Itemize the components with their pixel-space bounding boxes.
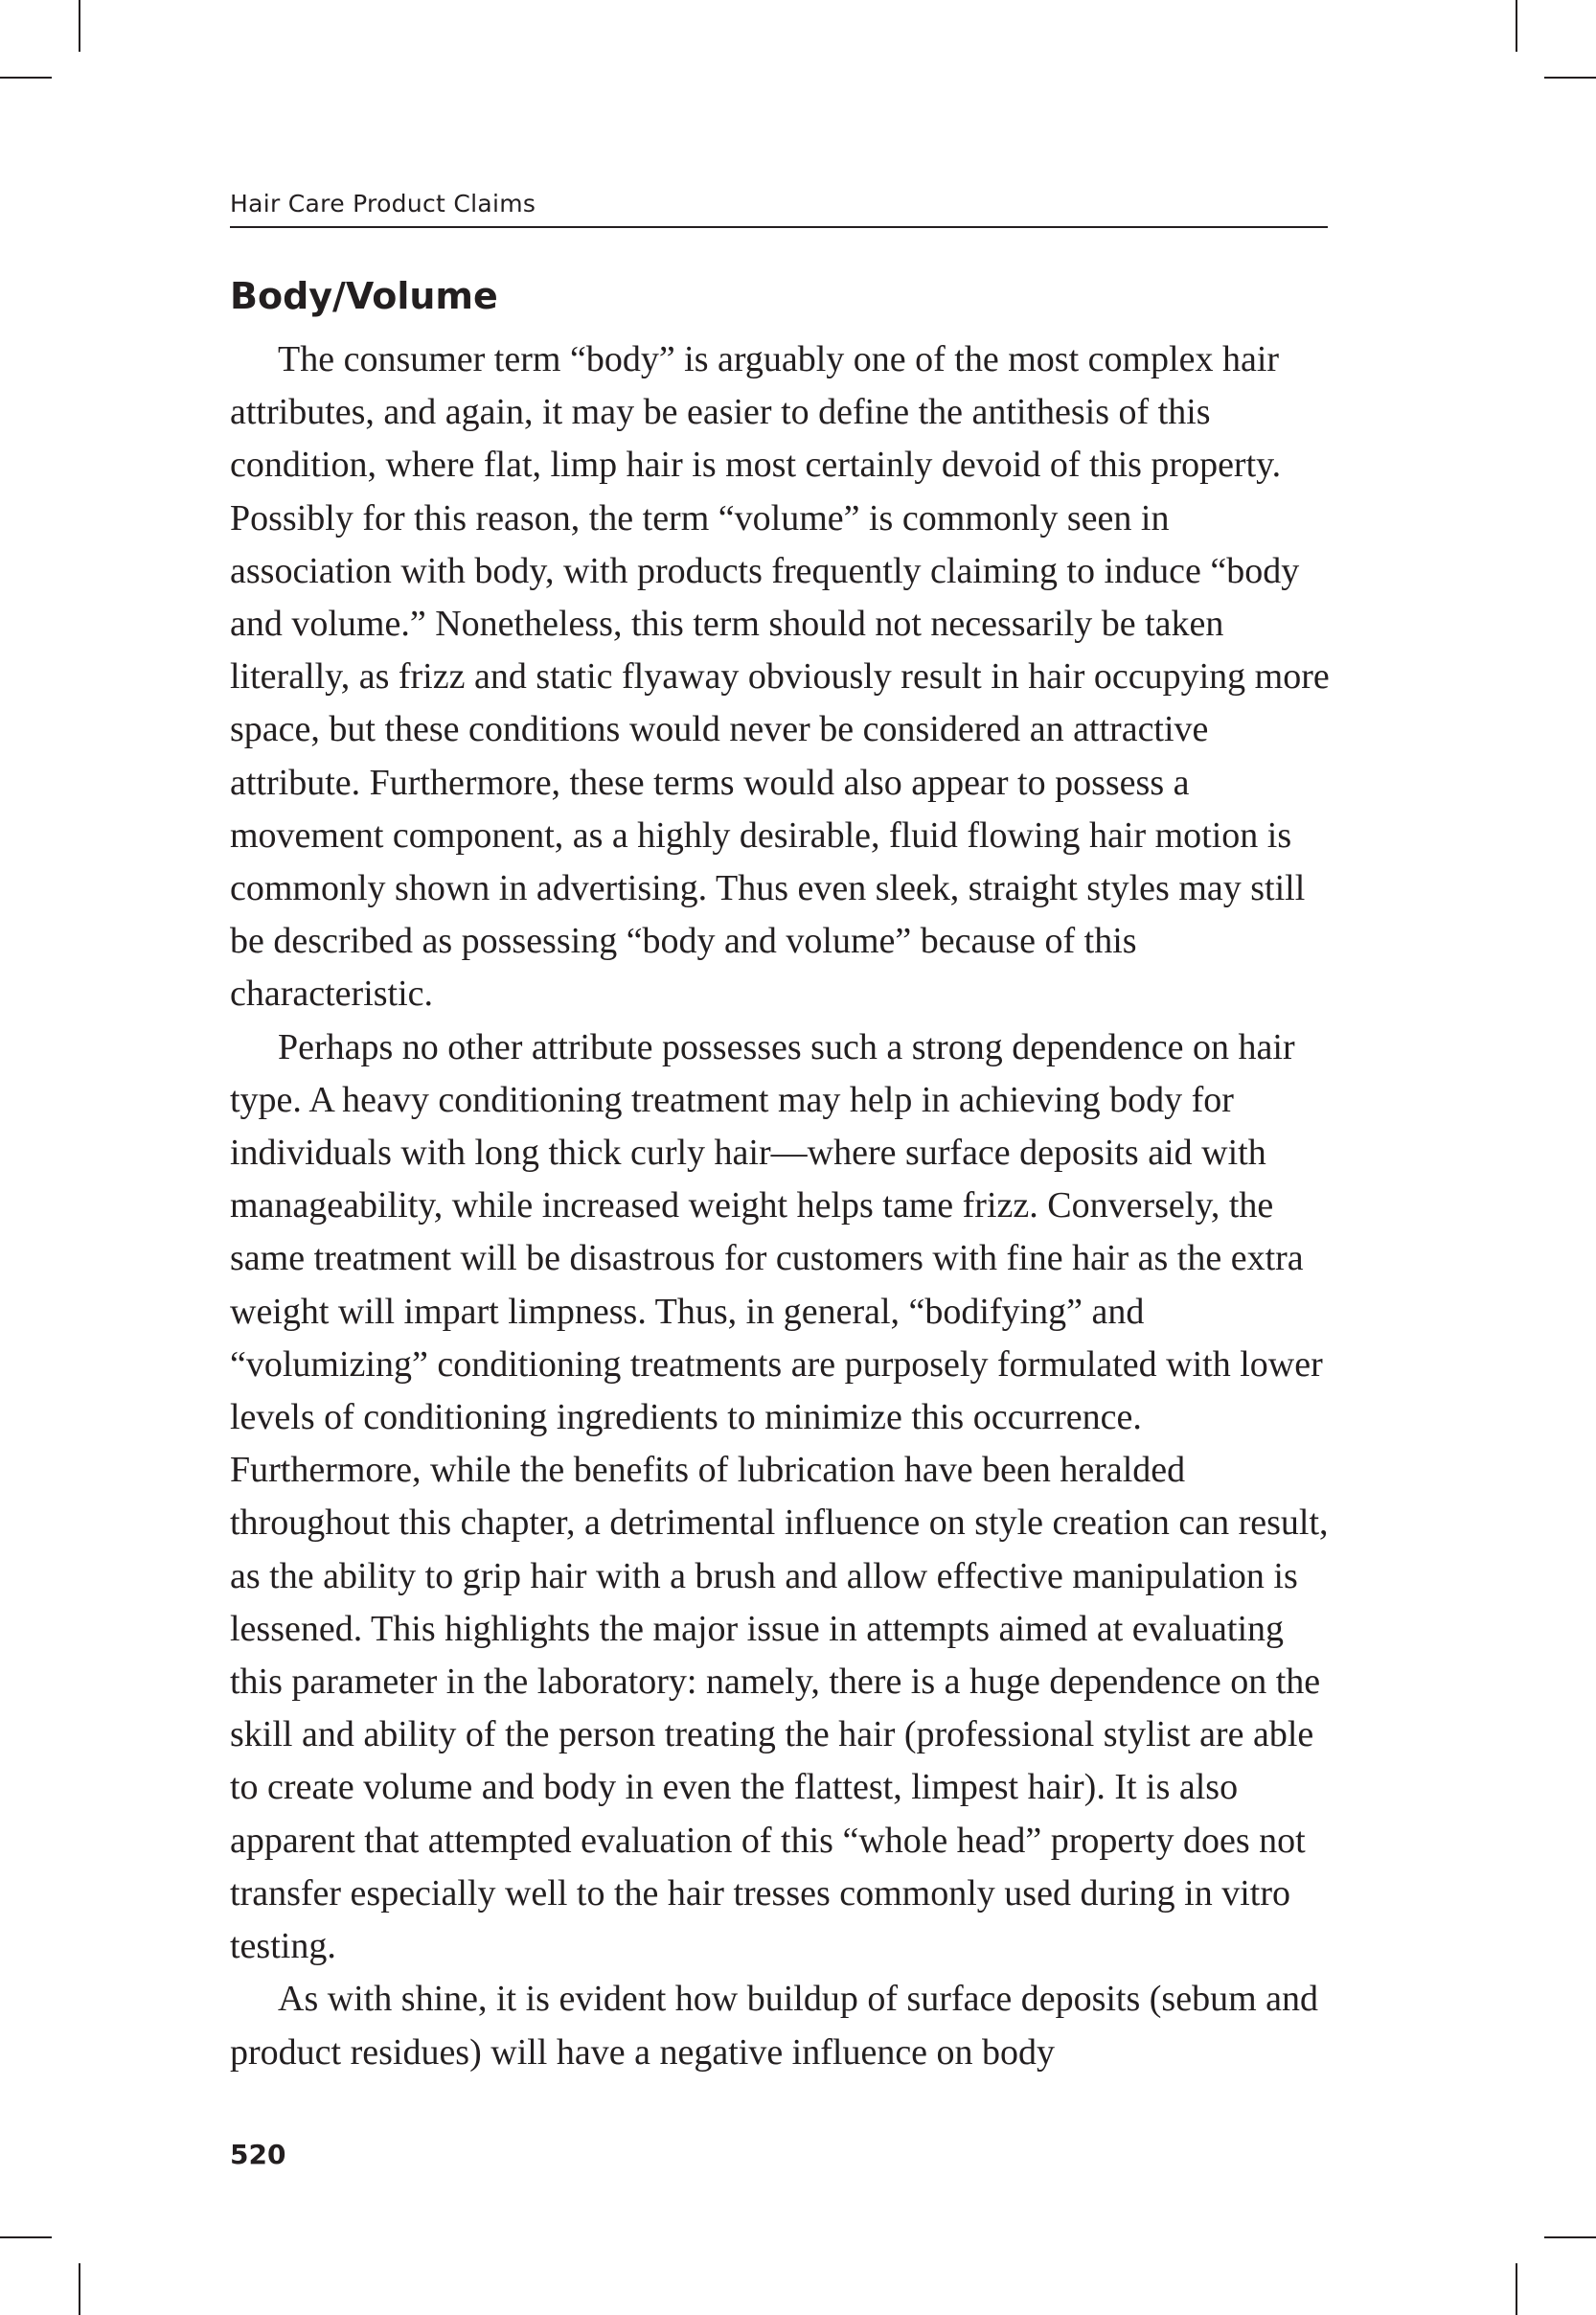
paragraph: Perhaps no other attribute possesses such a strong dependence on hair type. A heavy conditioning treatment may help in achieving body for individuals with long thick curly hair—where surface deposits aid with manageability, while increased weight helps tame frizz. Conversely, the same treatment will be disastrous for customers with fine hair as the extra weight will impart limpness. Thus, in general, “bodifying” and “volumizing” conditioning treatments are purposely formulated with lower levels of conditioning ingredients to minimize this occurrence. Furthermore, while the benefits of lubrication have been heralded throughout this chapter, a detrimental influence on style creation can result, as the ability to grip hair with a brush and allow effective manipulation is lessened. This highlights the major issue in attempts aimed at evaluating this parameter in the laboratory: namely, there is a huge dependence on the skill and ability of the person treating the hair (professional stylist are able to create volume and body in even the flattest, limpest hair). It is also apparent that attempted evaluation of this “whole head” property does not transfer especially well to the hair tresses commonly used during in vitro testing. <box>230 1026 1329 1967</box>
page-number: 520 <box>230 2139 286 2170</box>
crop-mark <box>79 0 80 52</box>
running-head: Hair Care Product Claims <box>230 190 536 218</box>
section-heading: Body/Volume <box>230 275 498 317</box>
crop-mark <box>1544 2236 1596 2238</box>
paragraph: As with shine, it is evident how buildup of surface deposits (sebum and product residues) will have a negative influence on body <box>230 1979 1319 2073</box>
paragraph: The consumer term “body” is arguably one of the most complex hair attributes, and again, it may be easier to define the antithesis of this condition, where flat, limp hair is most certainly devoid of this property. Possibly for this reason, the term “volume” is commonly seen in association with body, with products frequently claiming to induce “body and volume.” Nonetheless, this term should not necessarily be taken literally, as frizz and static flyaway obviously result in hair occupying more space, but these conditions would never be considered an attractive attribute. Furthermore, these terms would also appear to possess a movement component, as a highly desirable, fluid flowing hair motion is commonly shown in advertising. Thus even sleek, straight styles may still be described as possessing “body and volume” because of this characteristic. <box>230 339 1330 1015</box>
crop-mark <box>0 2236 52 2238</box>
crop-mark <box>1516 2263 1517 2315</box>
crop-mark <box>79 2263 80 2315</box>
body-text <box>230 333 1332 2079</box>
crop-mark <box>1544 77 1596 79</box>
crop-mark <box>0 77 52 79</box>
header-rule <box>230 226 1328 228</box>
crop-mark <box>1516 0 1517 52</box>
